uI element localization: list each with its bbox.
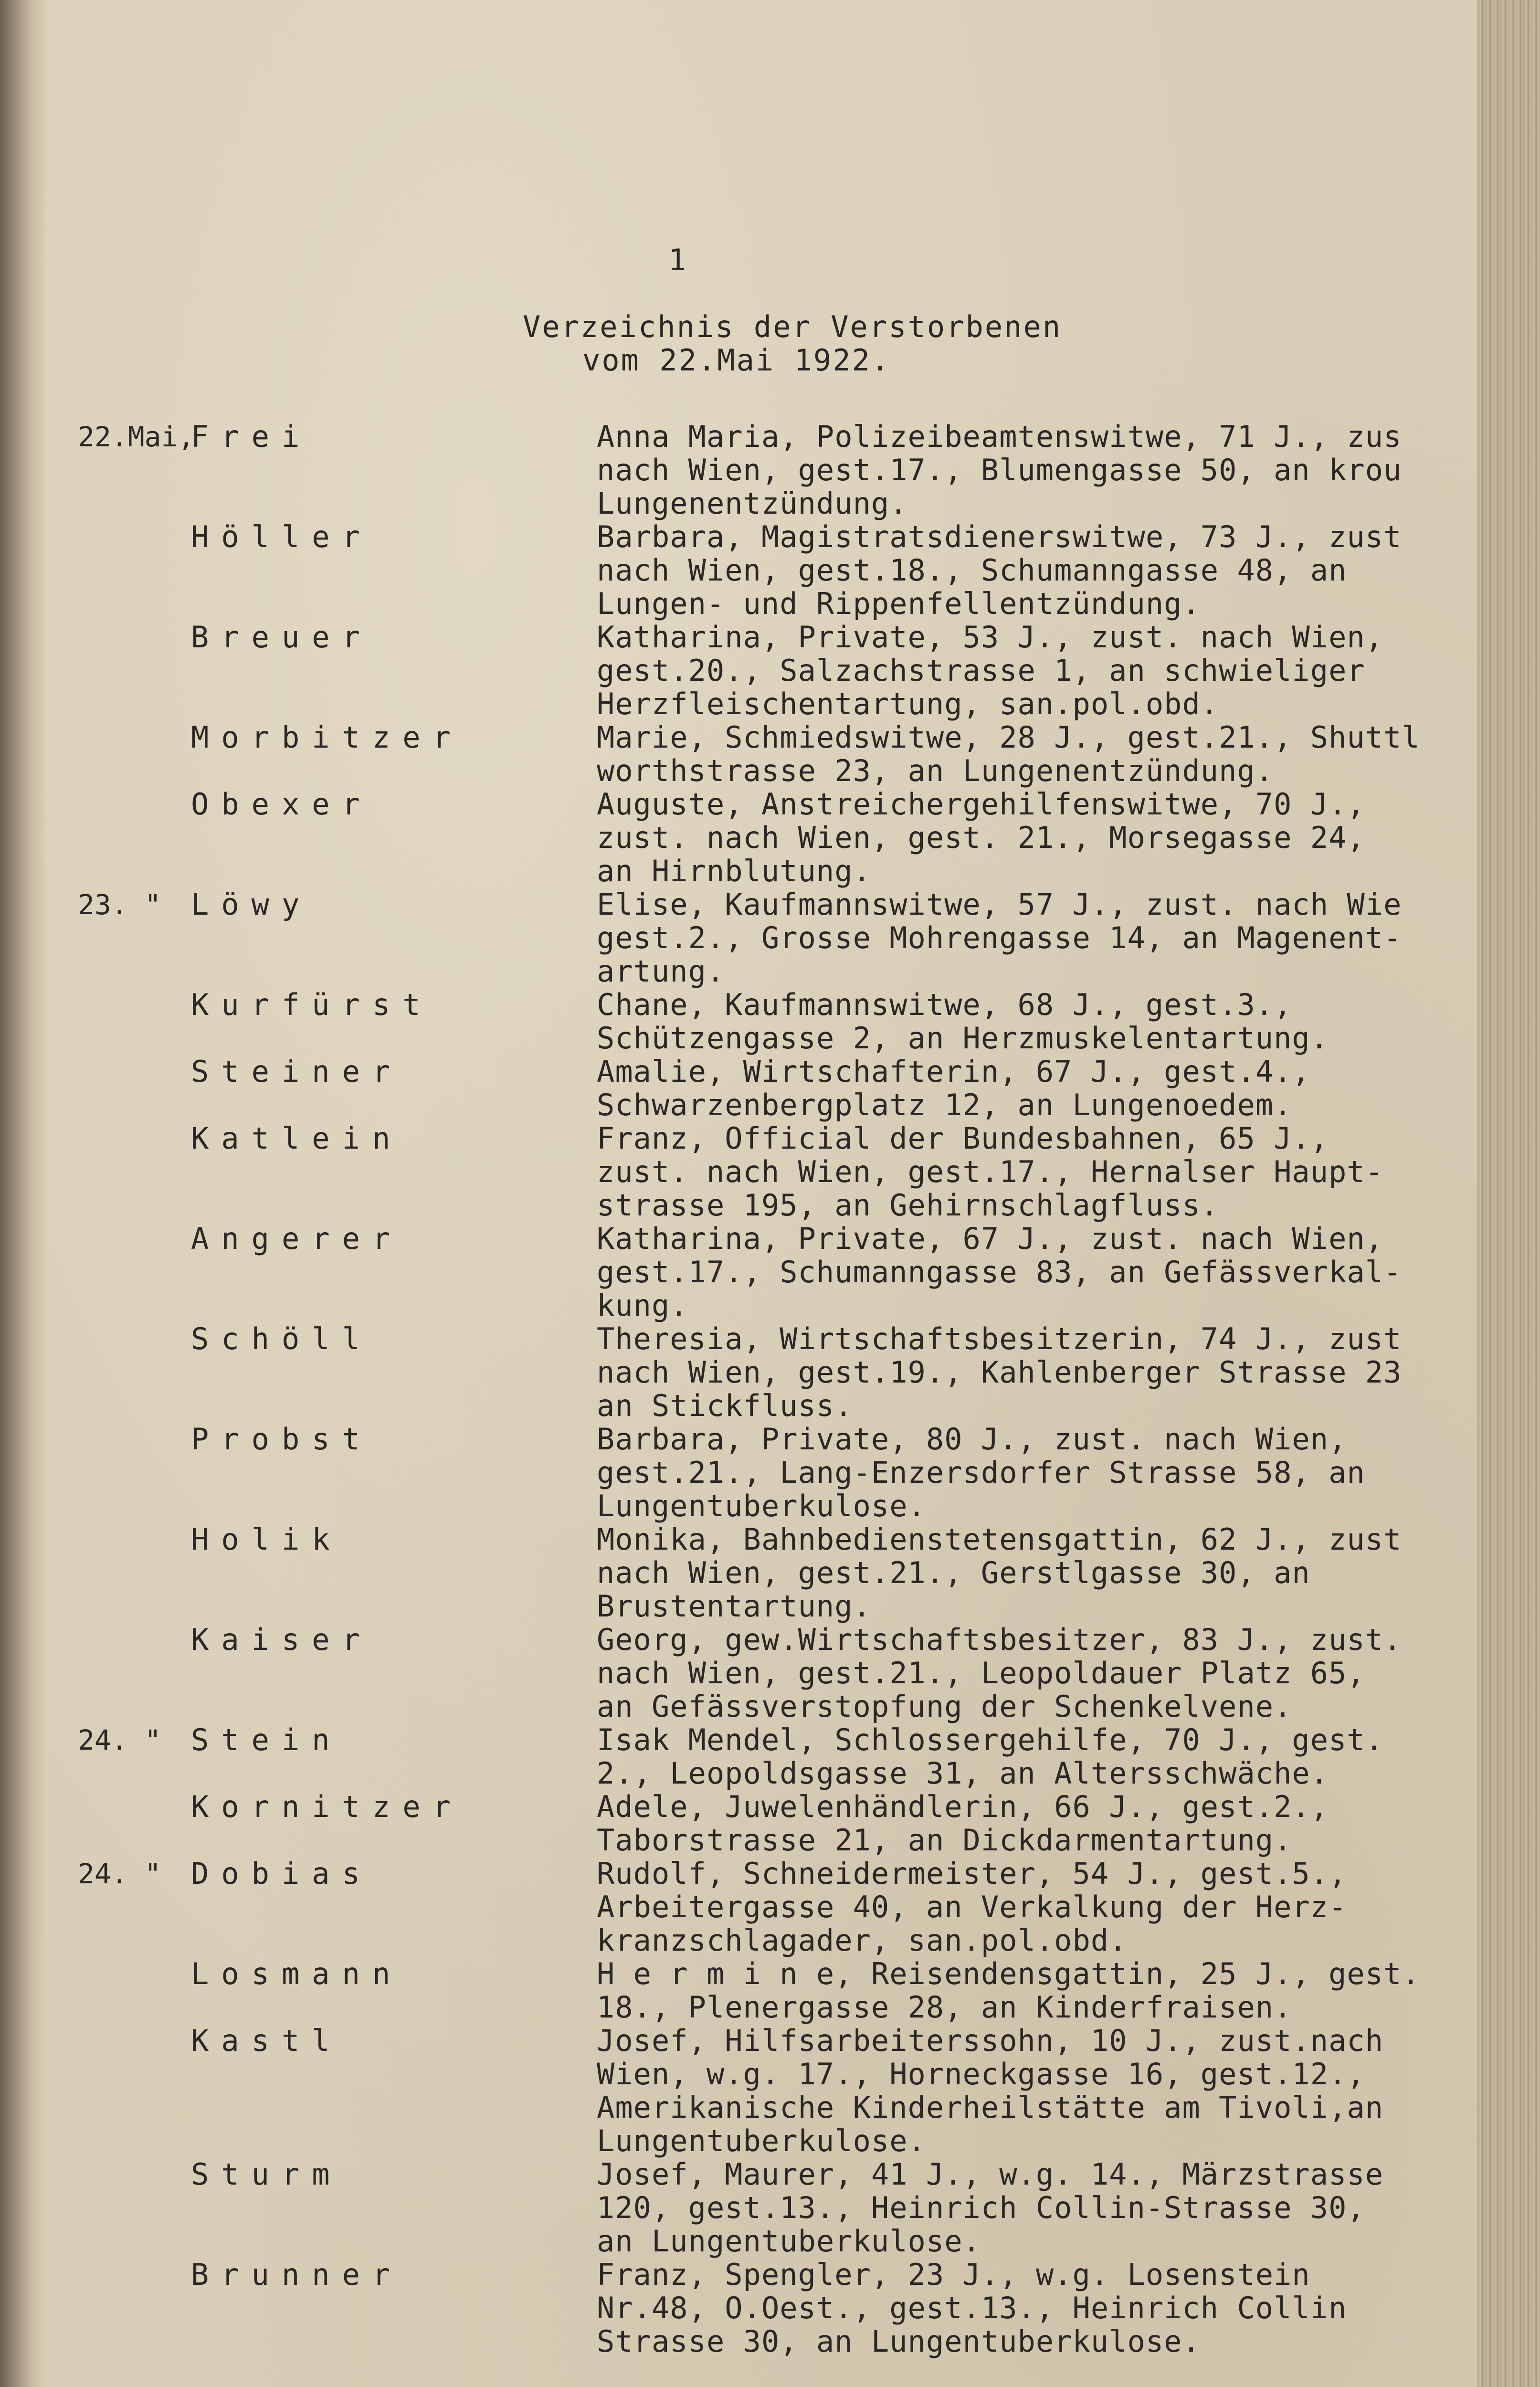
entry-date: 24. ": [78, 1724, 161, 1756]
entry-text-line: Isak Mendel, Schlossergehilfe, 70 J., gest.: [597, 1722, 1384, 1757]
entry-text-line: Marie, Schmiedswitwe, 28 J., gest.21., Shuttl: [597, 720, 1420, 755]
entry-surname: Kornitzer: [191, 1789, 463, 1824]
entry-text-line: Barbara, Private, 80 J., zust. nach Wien,: [597, 1422, 1347, 1457]
entry-text-line: 18., Plenergasse 28, an Kinderfraisen.: [597, 1990, 1292, 2025]
entry-text-line: Lungentuberkulose.: [597, 2123, 926, 2158]
entry-date: 22.Mai,: [78, 421, 195, 453]
entry-surname: Löwy: [191, 887, 312, 922]
entry-surname: Schöll: [191, 1321, 372, 1356]
entry-text: [597, 1957, 1420, 2024]
entry-text-line: gest.17., Schumanngasse 83, an Gefässverkal-: [597, 1255, 1402, 1289]
entry-surname: Brunner: [191, 2257, 403, 2292]
entry-surname: Kaiser: [191, 1622, 372, 1657]
entry-text-line: gest.2., Grosse Mohrengasse 14, an Magenent-: [597, 920, 1402, 955]
entry-surname: Kurfürst: [191, 987, 433, 1022]
entry-text-line: 120, gest.13., Heinrich Collin-Strasse 30,: [597, 2190, 1365, 2225]
entry-text-line: zust. nach Wien, gest.17., Hernalser Haupt-: [597, 1154, 1384, 1189]
entry-text: [597, 988, 1329, 1055]
entry-text-line: Chane, Kaufmannswitwe, 68 J., gest.3.,: [597, 987, 1292, 1022]
entry-text: [597, 2258, 1347, 2358]
entry-text-line: Barbara, Magistratsdienerswitwe, 73 J., zust: [597, 519, 1402, 554]
entry-text: [597, 621, 1383, 721]
entry-text-line: Arbeitergasse 40, an Verkalkung der Herz-: [597, 1890, 1347, 1924]
entry-text-line: nach Wien, gest.21., Gerstlgasse 30, an: [597, 1555, 1310, 1590]
entry-surname: Morbitzer: [191, 720, 463, 755]
entry-surname: Dobias: [191, 1856, 372, 1891]
entry-text-line: Amerikanische Kinderheilstätte am Tivoli,an: [597, 2090, 1384, 2125]
entry-surname: Probst: [191, 1422, 372, 1457]
entry-text-line: worthstrasse 23, an Lungenentzündung.: [597, 753, 1274, 788]
page-edges: [1477, 0, 1540, 2387]
entry-surname: Obexer: [191, 787, 372, 822]
entry-surname: Kastl: [191, 2023, 342, 2058]
entry-text-line: an Hirnblutung.: [597, 854, 871, 888]
entry-text: [597, 1122, 1383, 1222]
entry-text-line: Lungentuberkulose.: [597, 1489, 926, 1523]
entry-text-line: nach Wien, gest.19., Kahlenberger Strasse 23: [597, 1355, 1402, 1390]
entry-text-line: gest.20., Salzachstrasse 1, an schwieliger: [597, 653, 1365, 688]
entry-text: [597, 420, 1402, 520]
entry-text-line: Katharina, Private, 67 J., zust. nach Wien,: [597, 1221, 1384, 1256]
entry-text-line: Katharina, Private, 53 J., zust. nach Wien,: [597, 620, 1384, 655]
document-subtitle: vom 22.Mai 1922.: [582, 343, 891, 378]
entry-text-line: Georg, gew.Wirtschaftsbesitzer, 83 J., zust.: [597, 1622, 1402, 1657]
entry-text-line: H e r m i n e, Reisendensgattin, 25 J., gest.: [597, 1956, 1420, 1991]
entry-surname: Stein: [191, 1722, 342, 1757]
entry-text-line: Theresia, Wirtschaftsbesitzerin, 74 J., zust: [597, 1321, 1402, 1356]
entry-text-line: an Stickfluss.: [597, 1388, 853, 1423]
entry-surname: Katlein: [191, 1121, 403, 1156]
book-binding: [0, 0, 45, 2387]
entry-text-line: Franz, Spengler, 23 J., w.g. Losenstein: [597, 2257, 1310, 2292]
page-number: 1: [668, 243, 688, 277]
entry-text-line: Auguste, Anstreichergehilfenswitwe, 70 J.,: [597, 787, 1365, 822]
entry-text-line: Schwarzenbergplatz 12, an Lungenoedem.: [597, 1088, 1292, 1122]
entry-text-line: Wien, w.g. 17., Horneckgasse 16, gest.12.,: [597, 2057, 1365, 2091]
entry-text-line: nach Wien, gest.17., Blumengasse 50, an krou: [597, 453, 1402, 487]
entry-surname: Steiner: [191, 1054, 403, 1089]
entry-text-line: Josef, Hilfsarbeiterssohn, 10 J., zust.nach: [597, 2023, 1384, 2058]
entry-text: [597, 2158, 1383, 2258]
document-page: [45, 0, 1477, 2387]
entry-surname: Höller: [191, 519, 372, 554]
entry-text-line: Strasse 30, an Lungentuberkulose.: [597, 2324, 1201, 2359]
entry-surname: Frei: [191, 419, 312, 454]
entry-text-line: an Gefässverstopfung der Schenkelvene.: [597, 1689, 1292, 1724]
entry-text-line: kranzschlagader, san.pol.obd.: [597, 1923, 1128, 1958]
entry-text-line: Amalie, Wirtschafterin, 67 J., gest.4.,: [597, 1054, 1310, 1089]
entry-text: [597, 2024, 1383, 2158]
entry-text: [597, 520, 1402, 621]
entry-surname: Holik: [191, 1522, 342, 1557]
entry-text: [597, 788, 1365, 888]
entry-text-line: Lungenentzündung.: [597, 486, 908, 521]
entry-text: [597, 1222, 1402, 1322]
entry-surname: Losmann: [191, 1956, 403, 1991]
entry-text-line: Franz, Official der Bundesbahnen, 65 J.,: [597, 1121, 1329, 1156]
entry-text: [597, 1523, 1402, 1623]
entry-text: [597, 721, 1420, 788]
entry-text-line: Lungen- und Rippenfellentzündung.: [597, 586, 1201, 621]
entry-text-line: Elise, Kaufmannswitwe, 57 J., zust. nach Wie: [597, 887, 1402, 922]
entry-text-line: nach Wien, gest.21., Leopoldauer Platz 65,: [597, 1656, 1365, 1690]
entry-date: 23. ": [78, 888, 161, 921]
entry-text-line: gest.21., Lang-Enzersdorfer Strasse 58, an: [597, 1455, 1365, 1490]
entry-text: [597, 1623, 1402, 1723]
entry-surname: Breuer: [191, 620, 372, 655]
entry-text-line: Anna Maria, Polizeibeamtenswitwe, 71 J., zus: [597, 419, 1402, 454]
entry-text-line: Schützengasse 2, an Herzmuskelentartung.: [597, 1021, 1329, 1056]
entry-text: [597, 888, 1402, 988]
entry-surname: Sturm: [191, 2157, 342, 2192]
entry-text-line: strasse 195, an Gehirnschlagfluss.: [597, 1188, 1219, 1223]
entry-text: [597, 1790, 1329, 1857]
entry-text: [597, 1723, 1383, 1790]
entry-date: 24. ": [78, 1858, 161, 1890]
entry-text-line: kung.: [597, 1288, 688, 1323]
entry-text-line: Monika, Bahnbedienstetensgattin, 62 J., zust: [597, 1522, 1402, 1557]
entry-text: [597, 1322, 1402, 1423]
entry-text: [597, 1055, 1310, 1122]
entry-text-line: Herzfleischentartung, san.pol.obd.: [597, 687, 1219, 721]
entry-text-line: Nr.48, O.Oest., gest.13., Heinrich Collin: [597, 2291, 1347, 2325]
entry-text-line: nach Wien, gest.18., Schumanngasse 48, an: [597, 553, 1347, 588]
entry-text-line: zust. nach Wien, gest. 21., Morsegasse 24,: [597, 820, 1365, 855]
entry-text-line: Rudolf, Schneidermeister, 54 J., gest.5.,: [597, 1856, 1347, 1891]
entry-text-line: Brustentartung.: [597, 1589, 871, 1624]
entry-text: [597, 1857, 1347, 1957]
entry-text-line: Taborstrasse 21, an Dickdarmentartung.: [597, 1823, 1292, 1858]
entry-surname: Angerer: [191, 1221, 403, 1256]
entry-text-line: 2., Leopoldsgasse 31, an Altersschwäche.: [597, 1756, 1329, 1791]
document-title: Verzeichnis der Verstorbenen: [523, 309, 1062, 344]
entry-text-line: artung.: [597, 954, 725, 989]
entry-text-line: Josef, Maurer, 41 J., w.g. 14., Märzstrasse: [597, 2157, 1384, 2192]
entry-text-line: an Lungentuberkulose.: [597, 2224, 981, 2259]
entry-text: [597, 1423, 1365, 1523]
entry-text-line: Adele, Juwelenhändlerin, 66 J., gest.2.,: [597, 1789, 1329, 1824]
